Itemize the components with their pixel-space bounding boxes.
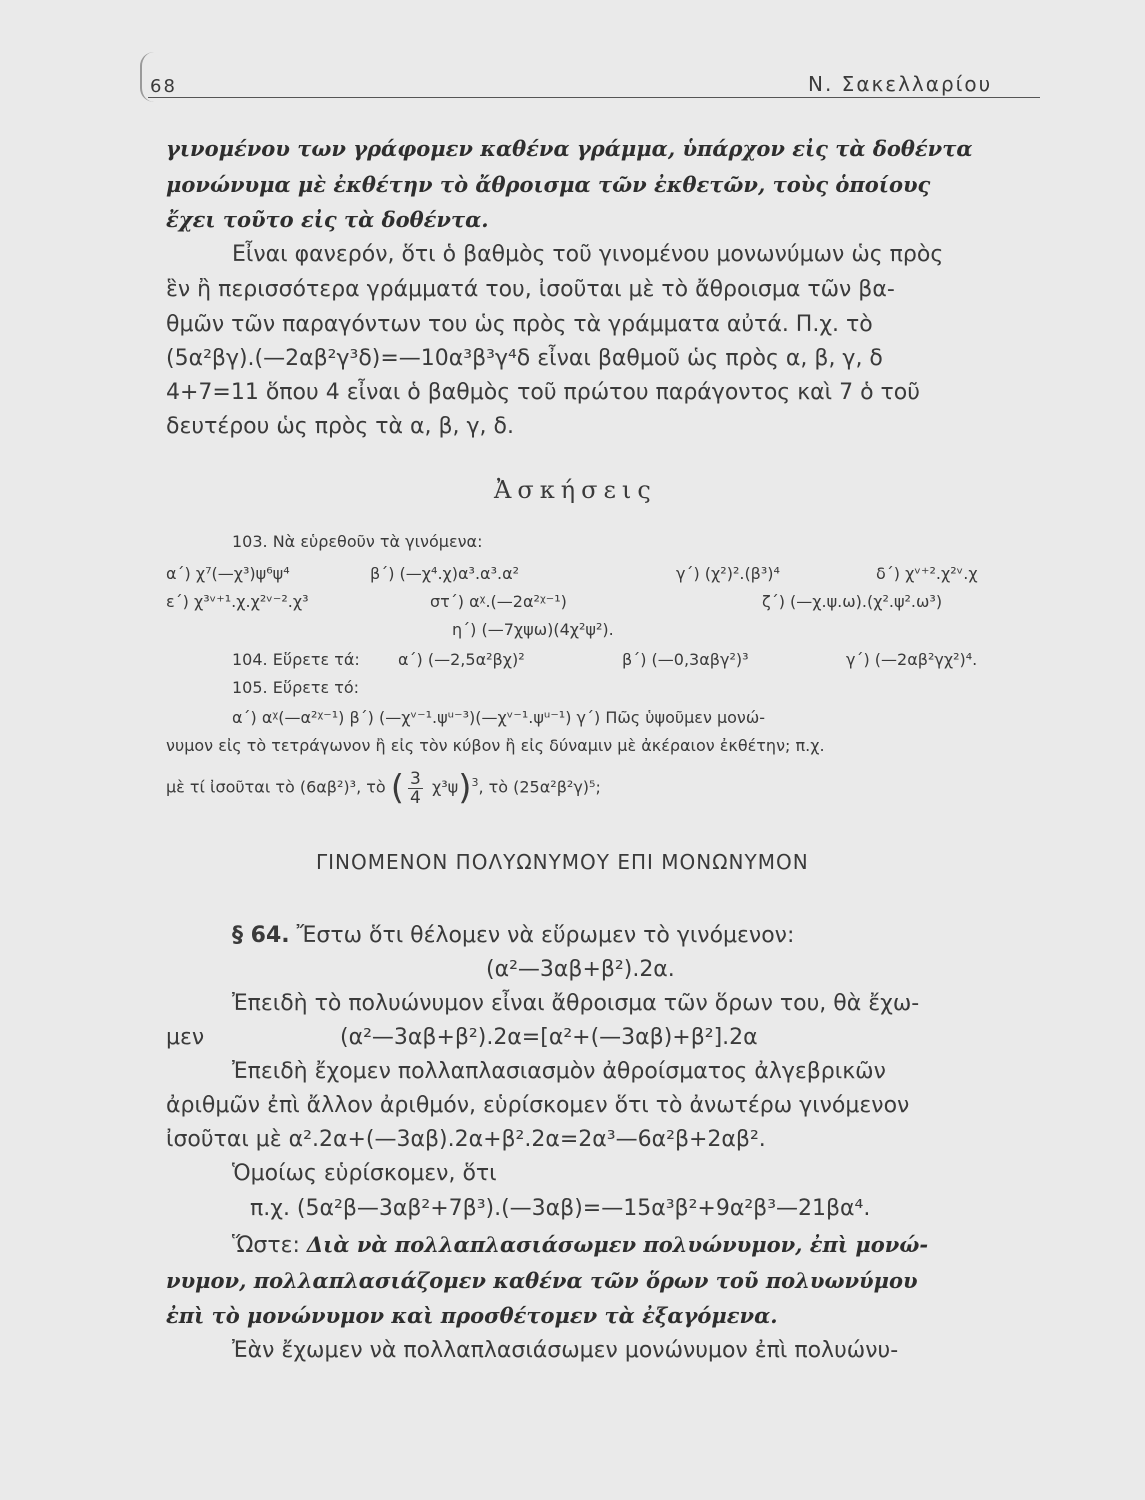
fraction <box>408 770 423 807</box>
exercises-title: Ἀσκήσεις <box>494 476 657 504</box>
degree-line-4: (5α²βγ).(—2αβ²γ³δ)=—10α³β³γ⁴δ εἶναι βαθμοῦ ὡς πρὸς α, β, γ, δ <box>166 346 883 371</box>
intro-line-2: μονώνυμα μὲ ἐκθέτην τὸ ἄθροισμα τῶν ἐκθετῶν, τοὺς ὁποίους <box>166 172 931 197</box>
exercise-105-line-3-start: μὲ τί ἰσοῦται τὸ (6αβ²)³, τὸ <box>166 777 386 797</box>
rule-text-1: Διὰ νὰ πολλαπλασιάσωμεν πολυώνυμον, ἐπὶ μονώ- <box>306 1232 929 1257</box>
page-number: 68 <box>150 76 177 97</box>
section-heading: ΓΙΝΟΜΕΝΟΝ ΠΟΛΥΩΝΥΜΟΥ ΕΠΙ ΜΟΝΩΝΥΜΟΝ <box>316 850 809 874</box>
exercise-103-intro: 103. Νὰ εὑρεθοῦν τὰ γινόμενα: <box>232 532 483 551</box>
open-paren: ( <box>390 768 405 808</box>
exercise-105-power: 3 <box>471 776 479 790</box>
exercise-104-c: γ΄) (—2αβ²γχ²)⁴. <box>846 650 978 669</box>
section-64-line-5: ἀριθμῶν ἐπὶ ἄλλον ἀριθμόν, εὑρίσκομεν ὅτι τὸ ἀνωτέρω γινόμενον <box>166 1093 910 1118</box>
formula-1: (α²—3αβ+β²).2α. <box>486 957 675 982</box>
exercise-104-a: α΄) (—2,5α²βχ)² <box>398 650 525 669</box>
degree-line-1: Εἶναι φανερόν, ὅτι ὁ βαθμὸς τοῦ γινομένου μονωνύμων ὡς πρὸς <box>232 242 944 267</box>
section-64-line-1 <box>232 923 794 948</box>
degree-line-6: δευτέρου ὡς πρὸς τὰ α, β, γ, δ. <box>166 414 514 439</box>
exercise-105-monomial: χ³ψ <box>431 777 459 797</box>
rule-line-3: ἐπὶ τὸ μονώνυμον καὶ προσθέτομεν τὰ ἐξαγόμενα. <box>166 1303 778 1328</box>
section-64-line-3-lead: μεν <box>166 1025 205 1050</box>
section-64-line-4: Ἐπειδὴ ἔχομεν πολλαπλασιασμὸν ἀθροίσματος ἀλγεβρικῶν <box>232 1059 886 1084</box>
intro-line-1: γινομένου των γράφομεν καθένα γράμμα, ὑπάρχον εἰς τὰ δοθέντα <box>166 136 973 161</box>
exercise-105-line-3-end: , τὸ (25α²β²γ)⁵; <box>478 777 601 797</box>
last-line: Ἐὰν ἔχωμεν νὰ πολλαπλασιάσωμεν μονώνυμον ἐπὶ πολυώνυ- <box>232 1338 899 1363</box>
exercise-103-d: δ΄) χᵛ⁺².χ²ᵛ.χ <box>876 564 978 583</box>
exercise-105-line-1: α΄) αᵡ(—α²ᵡ⁻¹) β΄) (—χᵛ⁻¹.ψᵘ⁻³)(—χᵛ⁻¹.ψᵘ⁻¹) γ΄) Πῶς ὑψοῦμεν μονώ- <box>232 708 766 727</box>
fraction-numerator: 3 <box>410 768 421 789</box>
formula-3: π.χ. (5α²β—3αβ²+7β³).(—3αβ)=—15α³β²+9α²β³—21βα⁴. <box>250 1196 871 1221</box>
header-rule <box>148 97 1040 98</box>
section-64-line-1-text: Ἔστω ὅτι θέλομεν νὰ εὕρωμεν τὸ γινόμενον: <box>296 923 795 948</box>
exercise-105-line-2: νυμον εἰς τὸ τετράγωνον ἢ εἰς τὸν κύβον ἢ εἰς δύναμιν μὲ ἀκέραιον ἐκθέτην; π.χ. <box>166 736 825 755</box>
exercise-103-c: γ΄) (χ²)².(β³)⁴ <box>676 564 780 583</box>
exercise-103-a: α΄) χ⁷(—χ³)ψ⁶ψ⁴ <box>166 564 290 583</box>
exercise-105-line-3 <box>166 768 601 808</box>
rule-lead: Ὥστε: <box>232 1233 300 1258</box>
exercise-105-intro: 105. Εὕρετε τό: <box>232 678 360 697</box>
section-64-line-6: ἰσοῦται μὲ α².2α+(—3αβ).2α+β².2α=2α³—6α²β+2αβ². <box>166 1127 766 1152</box>
paragraph-label: § 64. <box>232 923 290 948</box>
section-64-line-7: Ὁμοίως εὑρίσκομεν, ὅτι <box>232 1161 497 1186</box>
degree-line-5: 4+7=11 ὅπου 4 εἶναι ὁ βαθμὸς τοῦ πρώτου παράγοντος καὶ 7 ὁ τοῦ <box>166 380 920 405</box>
exercise-103-st: στ΄) αᵡ.(—2α²ᵡ⁻¹) <box>430 592 567 611</box>
rule-line-1 <box>232 1232 928 1258</box>
exercise-103-e: ε΄) χ³ᵛ⁺¹.χ.χ²ᵛ⁻².χ³ <box>166 592 309 611</box>
running-title: Ν. Σακελλαρίου <box>808 72 993 96</box>
rule-line-2: νυμον, πολλαπλασιάζομεν καθένα τῶν ὅρων τοῦ πολυωνύμου <box>166 1268 918 1293</box>
exercise-103-h: η΄) (—7χψω)(4χ²ψ²). <box>452 620 614 639</box>
exercise-104-intro: 104. Εὕρετε τά: <box>232 650 360 669</box>
degree-line-3: θμῶν τῶν παραγόντων του ὡς πρὸς τὰ γράμματα αὐτά. Π.χ. τὸ <box>166 312 873 337</box>
fraction-denominator: 4 <box>410 787 421 808</box>
close-paren: ) <box>458 768 472 808</box>
exercise-104-b: β΄) (—0,3αβγ²)³ <box>622 650 749 669</box>
intro-line-3: ἔχει τοῦτο εἰς τὰ δοθέντα. <box>166 207 489 232</box>
exercise-103-z: ζ΄) (—χ.ψ.ω).(χ².ψ².ω³) <box>762 592 943 611</box>
formula-2: (α²—3αβ+β²).2α=[α²+(—3αβ)+β²].2α <box>340 1025 758 1050</box>
section-64-line-2: Ἐπειδὴ τὸ πολυώνυμον εἶναι ἄθροισμα τῶν ὅρων του, θὰ ἔχω- <box>232 991 920 1016</box>
exercise-103-b: β΄) (—χ⁴.χ)α³.α³.α² <box>370 564 520 583</box>
degree-line-2: ἓν ἢ περισσότερα γράμματά του, ἰσοῦται μὲ τὸ ἄθροισμα τῶν βα- <box>166 277 895 302</box>
